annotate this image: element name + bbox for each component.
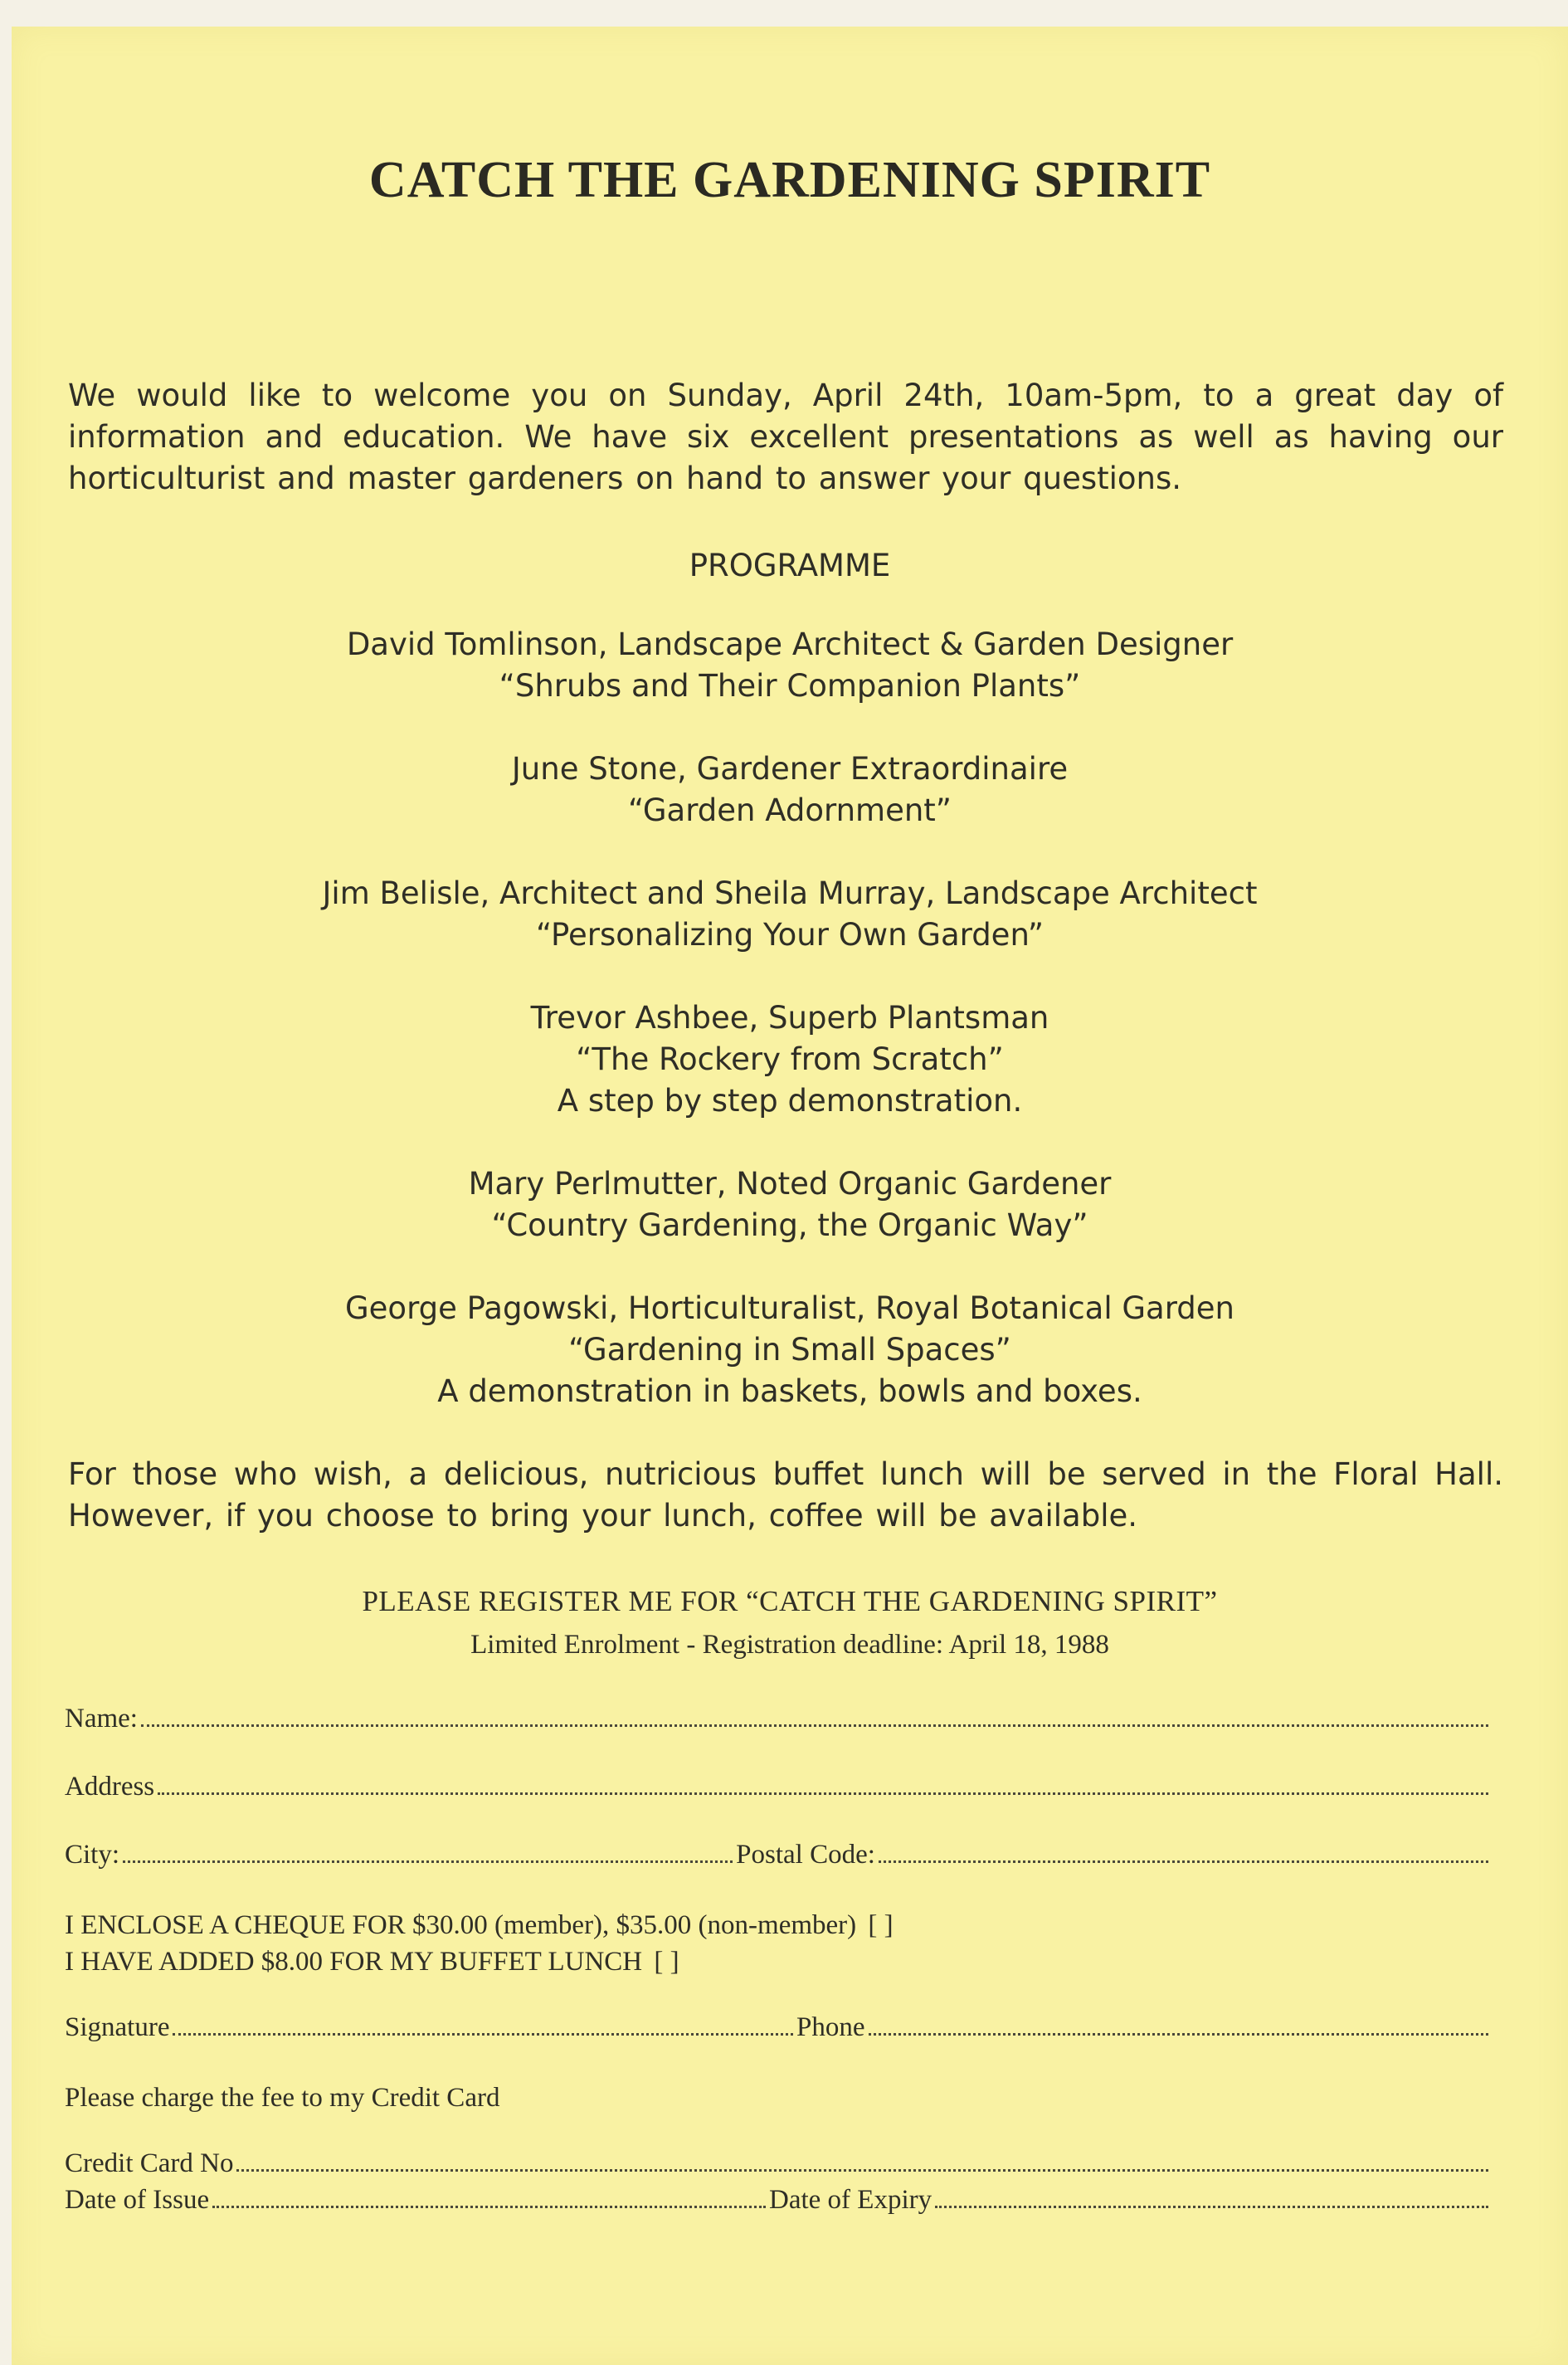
page-title: CATCH THE GARDENING SPIRIT: [368, 152, 1211, 208]
registration-form: [65, 1703, 1492, 2252]
card-number-row: [65, 2148, 1492, 2184]
intro-paragraph: We would like to welcome you on Sunday, April 24th, 10am-5pm, to a great day of information and education. We have six excellent presentations as well as having our horticulturist and master gardeners on hand to answer your questions.: [68, 378, 1503, 496]
signature-label: Signature: [65, 2012, 170, 2042]
expiry-date-field[interactable]: [935, 2184, 1488, 2208]
credit-card-note: Please charge the fee to my Credit Card: [65, 2083, 500, 2113]
expiry-date-label: Date of Expiry: [769, 2185, 933, 2215]
session-speaker: Trevor Ashbee, Superb Plantsman: [530, 1000, 1049, 1036]
session-speaker: June Stone, Gardener Extraordinaire: [511, 751, 1069, 787]
phone-label: Phone: [796, 2012, 865, 2042]
lunch-checkbox[interactable]: [ ]: [654, 1947, 679, 1977]
session-talk: “The Rockery from Scratch”: [576, 1041, 1004, 1077]
session-talk: “Personalizing Your Own Garden”: [535, 917, 1045, 953]
session-item: [12, 873, 1568, 956]
session-talk: “Country Gardening, the Organic Way”: [491, 1207, 1088, 1243]
session-item: [12, 749, 1568, 831]
name-field[interactable]: [141, 1703, 1488, 1727]
lunch-text: I HAVE ADDED $8.00 FOR MY BUFFET LUNCH: [65, 1947, 643, 1977]
lunch-row: [65, 1943, 1492, 1980]
address-field[interactable]: [158, 1771, 1488, 1795]
signature-phone-row: [65, 2011, 1492, 2048]
card-number-label: Credit Card No: [65, 2148, 234, 2178]
programme-heading: PROGRAMME: [689, 548, 891, 583]
address-row: [65, 1771, 1492, 1807]
session-item: [12, 624, 1568, 707]
registration-deadline: Limited Enrolment - Registration deadline: April 18, 1988: [470, 1630, 1109, 1660]
session-speaker: David Tomlinson, Landscape Architect & Garden Designer: [346, 627, 1234, 662]
session-speaker: Jim Belisle, Architect and Sheila Murray, Landscape Architect: [322, 875, 1258, 911]
session-note: A demonstration in baskets, bowls and boxes.: [437, 1373, 1142, 1409]
session-note: A step by step demonstration.: [557, 1083, 1023, 1119]
name-row: [65, 1703, 1492, 1739]
session-speaker: George Pagowski, Horticulturalist, Royal Botanical Garden: [345, 1290, 1234, 1326]
flyer-page: [12, 27, 1568, 2365]
issue-date-label: Date of Issue: [65, 2185, 210, 2215]
session-talk: “Gardening in Small Spaces”: [568, 1332, 1011, 1368]
session-item: [12, 997, 1568, 1122]
form-spacer: [65, 2116, 1492, 2148]
cheque-checkbox[interactable]: [ ]: [868, 1910, 894, 1940]
session-talk: “Shrubs and Their Companion Plants”: [499, 668, 1081, 704]
session-item: [12, 1288, 1568, 1412]
session-talk: “Garden Adornment”: [628, 792, 952, 828]
postal-code-field[interactable]: [879, 1839, 1488, 1863]
phone-field[interactable]: [869, 2011, 1489, 2036]
address-label: Address: [65, 1772, 155, 1802]
registration-heading: PLEASE REGISTER ME FOR “CATCH THE GARDENING SPIRIT”: [362, 1585, 1218, 1617]
cheque-row: [65, 1907, 1492, 1943]
lunch-paragraph: For those who wish, a delicious, nutricious buffet lunch will be served in the Floral Hall. However, if you choose to bring your lunch, coffee will be available.: [68, 1456, 1503, 1534]
programme-list: [12, 624, 1568, 1454]
cheque-text: I ENCLOSE A CHEQUE FOR $30.00 (member), $35.00 (non-member): [65, 1910, 857, 1940]
card-dates-row: [65, 2184, 1492, 2221]
postal-code-label: Postal Code:: [736, 1840, 875, 1870]
session-item: [12, 1163, 1568, 1246]
form-spacer: [65, 1980, 1492, 2011]
card-number-field[interactable]: [236, 2148, 1488, 2172]
session-speaker: Mary Perlmutter, Noted Organic Gardener: [468, 1166, 1112, 1202]
name-label: Name:: [65, 1704, 138, 1734]
signature-field[interactable]: [173, 2011, 793, 2036]
city-postal-row: [65, 1839, 1492, 1875]
city-label: City:: [65, 1840, 120, 1870]
city-field[interactable]: [123, 1839, 733, 1863]
issue-date-field[interactable]: [212, 2184, 766, 2208]
